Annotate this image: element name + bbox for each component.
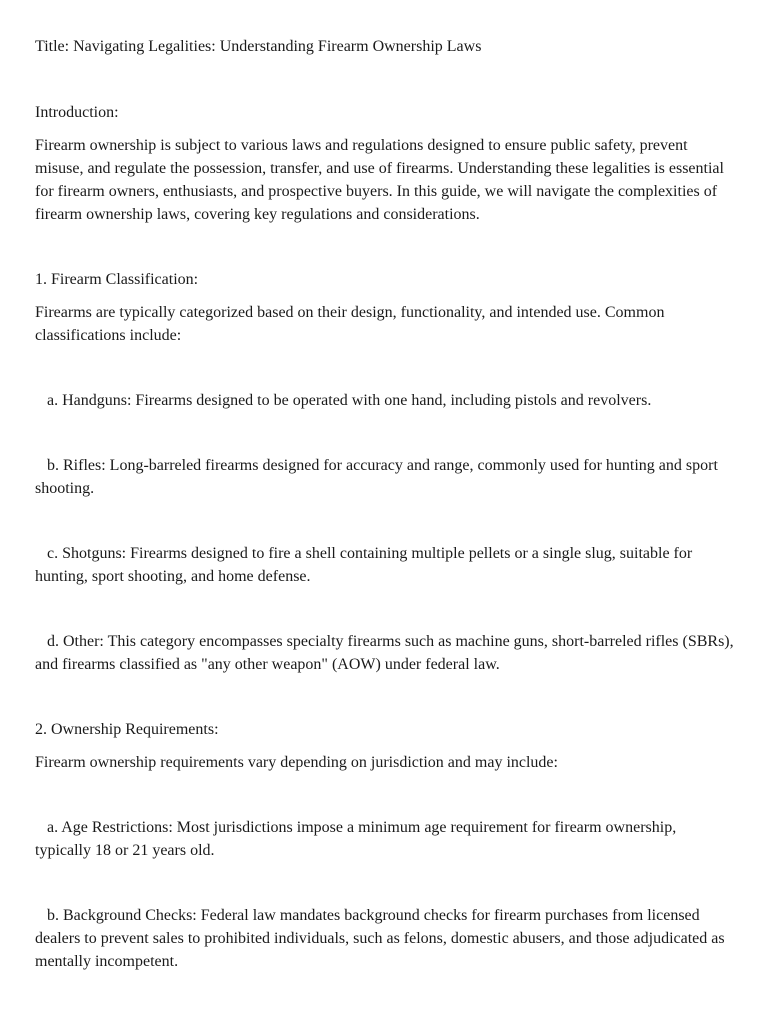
section-paragraph-classification: Firearms are typically categorized based on their design, functionality, and intended use. Common classifications include:: [35, 304, 665, 344]
section-heading-ownership: 2. Ownership Requirements:: [35, 721, 219, 738]
intro-paragraph: Firearm ownership is subject to various laws and regulations designed to ensure public safety, prevent misuse, and regulate the possession, transfer, and use of firearms. Understanding these legalities is essential for firearm owners, enthusiasts, and prospective buyers. In this guide, we will navigate the complexities of firearm ownership laws, covering key regulations and considerations.: [35, 137, 724, 223]
list-item-age-restrictions: a. Age Restrictions: Most jurisdictions impose a minimum age requirement for firearm ownership, typically 18 or 21 years old.: [35, 819, 677, 859]
section-paragraph-ownership: Firearm ownership requirements vary depending on jurisdiction and may include:: [35, 754, 558, 771]
list-item-background-checks: b. Background Checks: Federal law mandates background checks for firearm purchases from licensed dealers to prevent sales to prohibited individuals, such as felons, domestic abusers, and those adjudicated as mentally incompetent.: [35, 907, 725, 970]
document-page: [35, 35, 735, 1015]
document-title: Title: Navigating Legalities: Understanding Firearm Ownership Laws: [35, 38, 482, 55]
list-item-handguns: a. Handguns: Firearms designed to be operated with one hand, including pistols and revolvers.: [47, 392, 652, 409]
section-heading-classification: 1. Firearm Classification:: [35, 271, 199, 288]
intro-heading: Introduction:: [35, 104, 119, 121]
list-item-other: d. Other: This category encompasses specialty firearms such as machine guns, short-barreled rifles (SBRs), and firearms classified as "any other weapon" (AOW) under federal law.: [35, 633, 734, 673]
list-item-rifles: b. Rifles: Long-barreled firearms designed for accuracy and range, commonly used for hunting and sport shooting.: [35, 457, 718, 497]
list-item-shotguns: c. Shotguns: Firearms designed to fire a shell containing multiple pellets or a single slug, suitable for hunting, sport shooting, and home defense.: [35, 545, 693, 585]
